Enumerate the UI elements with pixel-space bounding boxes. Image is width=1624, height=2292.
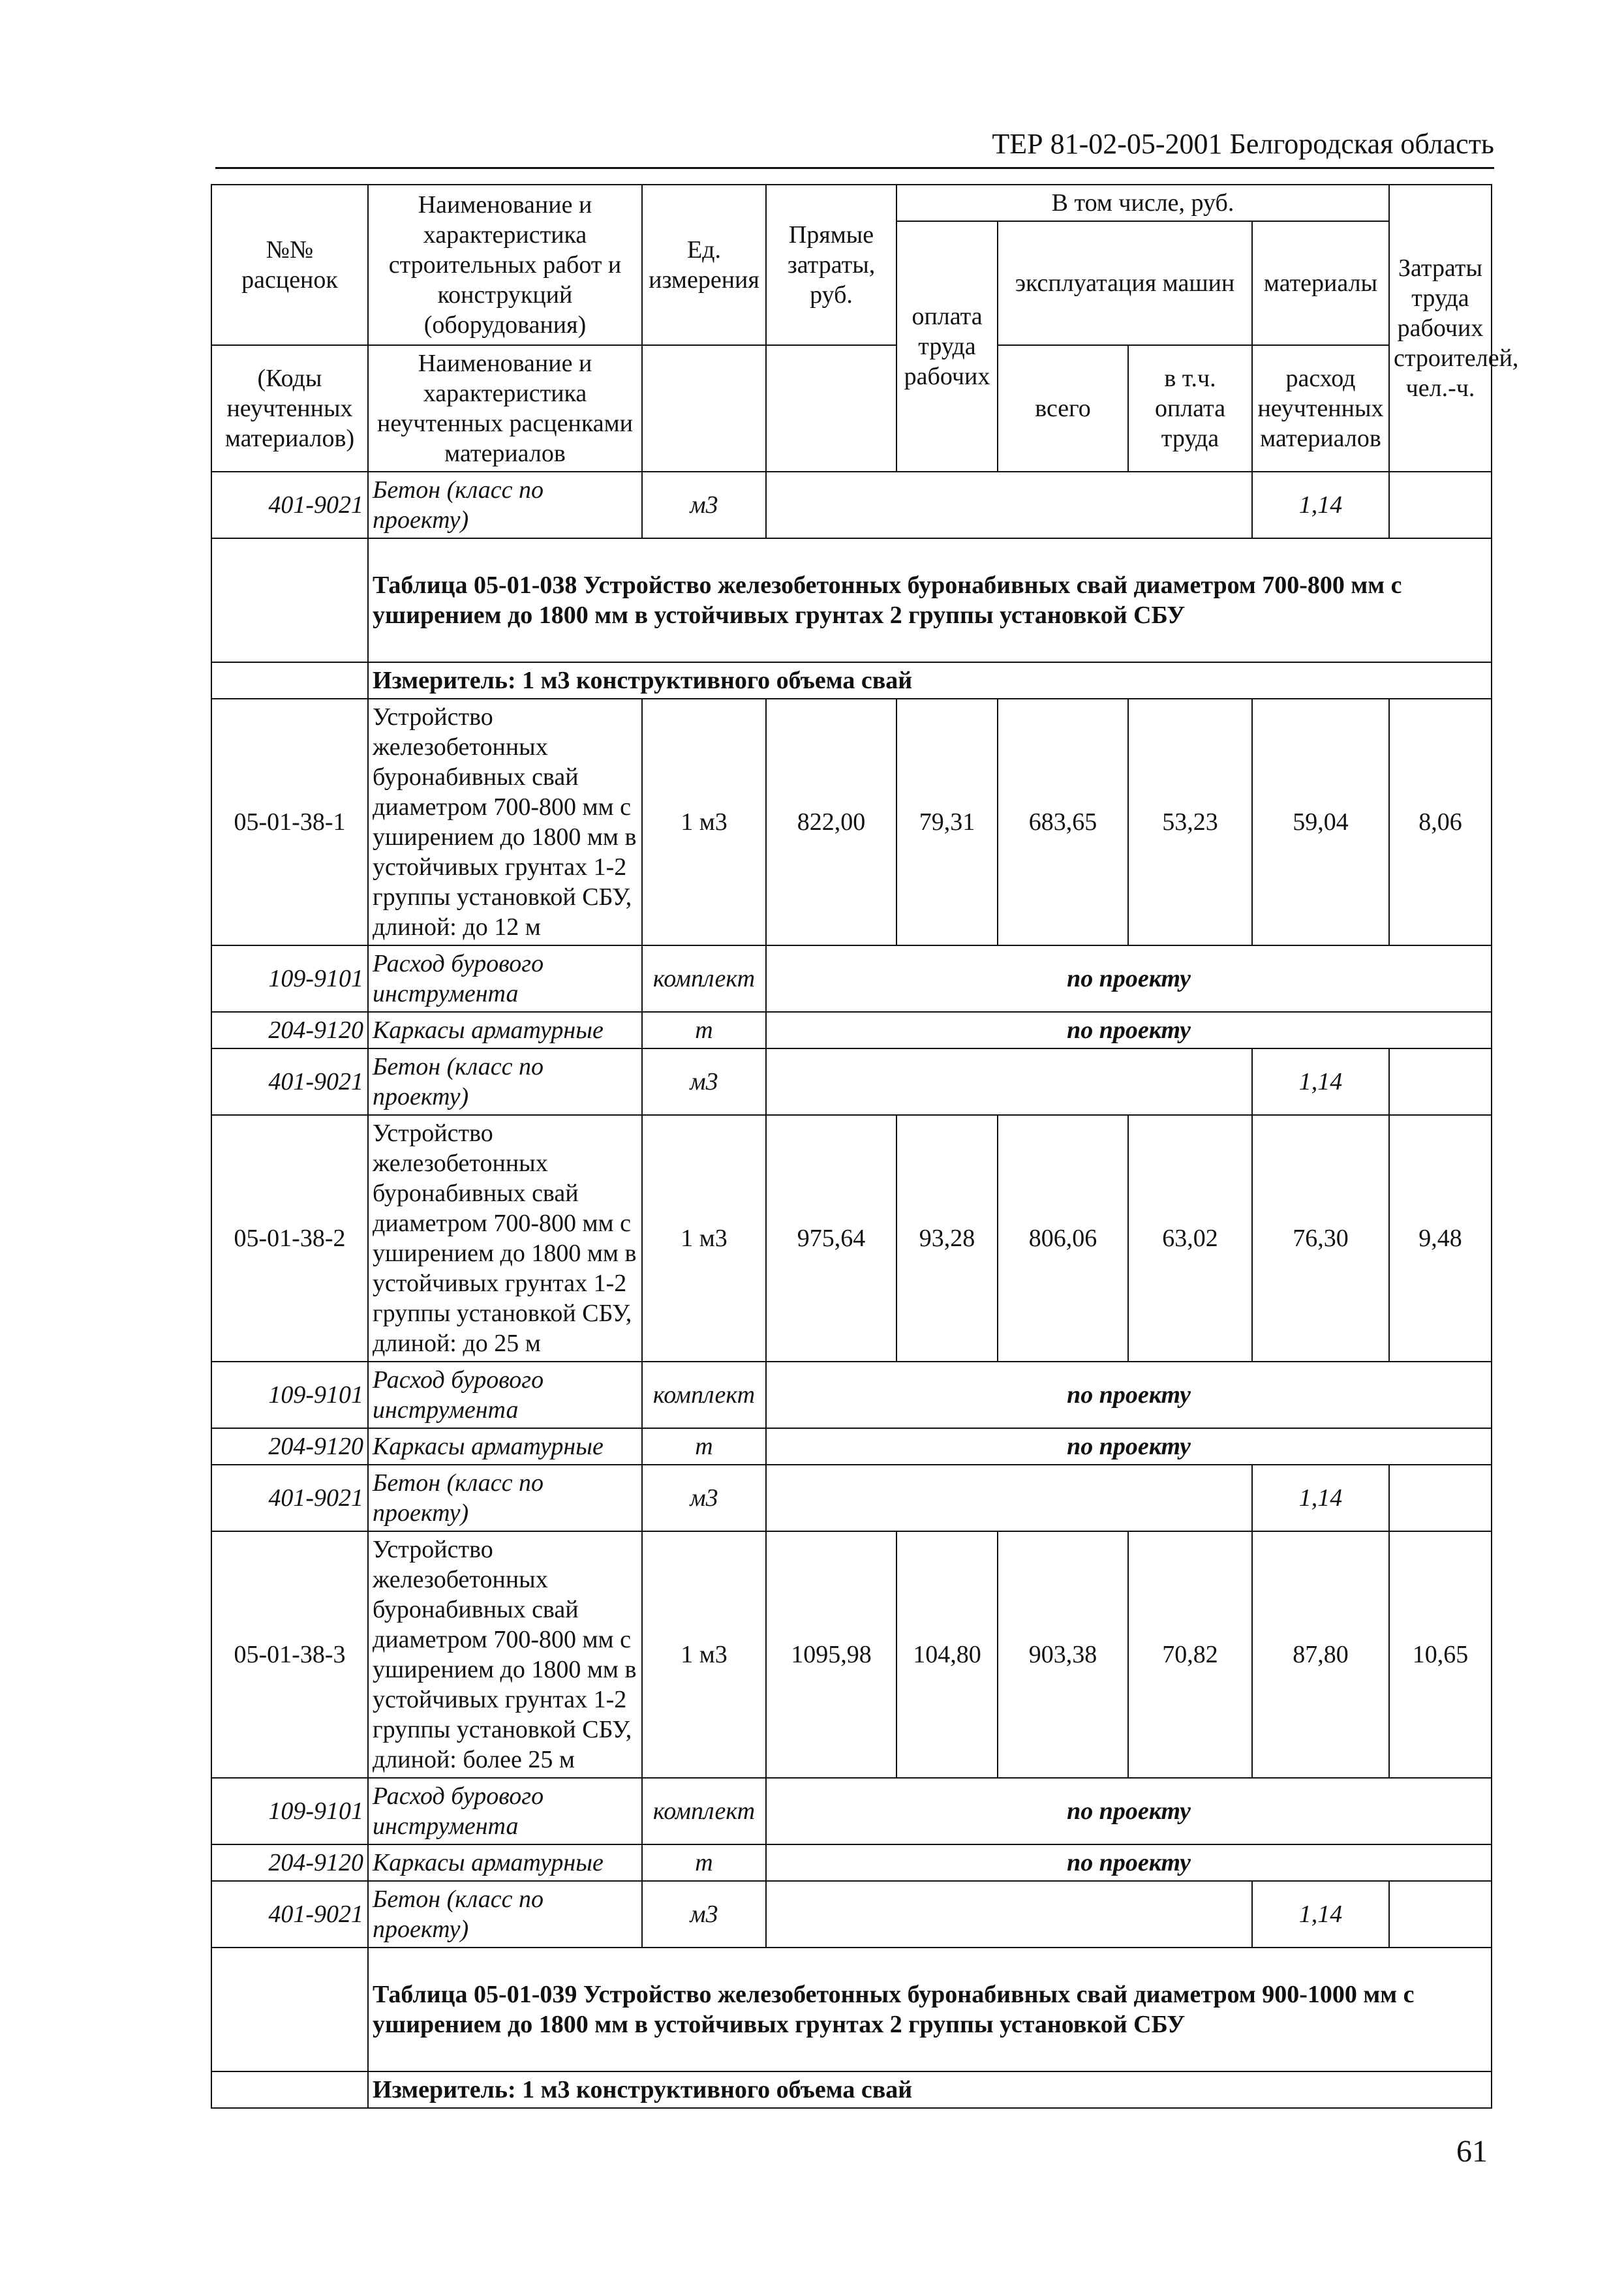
measure-row xyxy=(211,2071,1492,2108)
col-name2-header: Наименование и характеристика неучтенных расценками материалов xyxy=(368,345,642,472)
col-code-header: №№ расценок xyxy=(211,185,368,345)
table-title: Таблица 05-01-039 Устройство железобетонных буронабивных свай диаметром 900-1000 мм с уширением до 1800 мм в устойчивых грунтах 2 группы установкой СБУ xyxy=(368,1948,1492,2071)
page-number: 61 xyxy=(1456,2134,1488,2169)
material-row: 204-9120 Каркасы арматурные т по проекту xyxy=(211,1428,1492,1465)
col-name-header: Наименование и характеристика строительных работ и конструкций (оборудования) xyxy=(368,185,642,345)
col-incl-pay-header: в т.ч. оплата труда xyxy=(1128,345,1252,472)
col-machines-header: эксплуатация машин xyxy=(998,221,1252,345)
col-direct-header: Прямые затраты, руб. xyxy=(766,185,896,345)
document-header xyxy=(215,124,1494,169)
col-labor-pay-header: оплата труда рабочих xyxy=(896,221,998,472)
table-title-row xyxy=(211,1948,1492,2071)
col-direct-blank xyxy=(766,345,896,472)
table-title-row xyxy=(211,538,1492,662)
material-row: 401-9021 Бетон (класс по проекту) м3 1,14 xyxy=(211,472,1492,538)
material-row: 109-9101 Расход бурового инструмента комплект по проекту xyxy=(211,1362,1492,1428)
rates-table xyxy=(211,184,1519,2109)
col-labor-header: Затраты труда рабочих строителей, чел.-ч. xyxy=(1389,185,1492,472)
rate-row: 05-01-38-2 Устройство железобетонных буронабивных свай диаметром 700-800 мм с уширением до 1800 мм в устойчивых грунтах 1-2 группы установкой СБУ, длиной: до 25 м 1 м3 975,64 93,28 806,06 63,02 76,30 9,48 xyxy=(211,1115,1492,1362)
measure-text: Измеритель: 1 м3 конструктивного объема свай xyxy=(368,662,1492,699)
document-title: ТЕР 81-02-05-2001 Белгородская область xyxy=(992,128,1494,160)
rate-row: 05-01-38-3 Устройство железобетонных буронабивных свай диаметром 700-800 мм с уширением до 1800 мм в устойчивых грунтах 1-2 группы установкой СБУ, длиной: более 25 м 1 м3 1095,98 104,80 903,38 70,82 87,80 10,65 xyxy=(211,1531,1492,1778)
measure-row xyxy=(211,662,1492,699)
col-consumption-header: расход неучтенных материалов xyxy=(1252,345,1389,472)
material-row: 401-9021 Бетон (класс по проекту) м3 1,14 xyxy=(211,1881,1492,1948)
material-row: 204-9120 Каркасы арматурные т по проекту xyxy=(211,1012,1492,1048)
header-row-1 xyxy=(211,185,1492,221)
col-total-header: всего xyxy=(998,345,1128,472)
col-unit-header: Ед. измерения xyxy=(642,185,766,345)
col-incl-header: В том числе, руб. xyxy=(896,185,1389,221)
material-row: 204-9120 Каркасы арматурные т по проекту xyxy=(211,1844,1492,1881)
rate-row: 05-01-38-1 Устройство железобетонных буронабивных свай диаметром 700-800 мм с уширением до 1800 мм в устойчивых грунтах 1-2 группы установкой СБУ, длиной: до 12 м 1 м3 822,00 79,31 683,65 53,23 59,04 8,06 xyxy=(211,699,1492,945)
material-row: 401-9021 Бетон (класс по проекту) м3 1,14 xyxy=(211,1465,1492,1531)
col-unit-blank xyxy=(642,345,766,472)
measure-text: Измеритель: 1 м3 конструктивного объема свай xyxy=(368,2071,1492,2108)
col-code2-header: (Коды неучтенных материалов) xyxy=(211,345,368,472)
material-row: 109-9101 Расход бурового инструмента комплект по проекту xyxy=(211,1778,1492,1844)
col-materials-header: материалы xyxy=(1252,221,1389,345)
material-row: 109-9101 Расход бурового инструмента комплект по проекту xyxy=(211,945,1492,1012)
material-row: 401-9021 Бетон (класс по проекту) м3 1,14 xyxy=(211,1048,1492,1115)
table-title: Таблица 05-01-038 Устройство железобетонных буронабивных свай диаметром 700-800 мм с уширением до 1800 мм в устойчивых грунтах 2 группы установкой СБУ xyxy=(368,538,1492,662)
